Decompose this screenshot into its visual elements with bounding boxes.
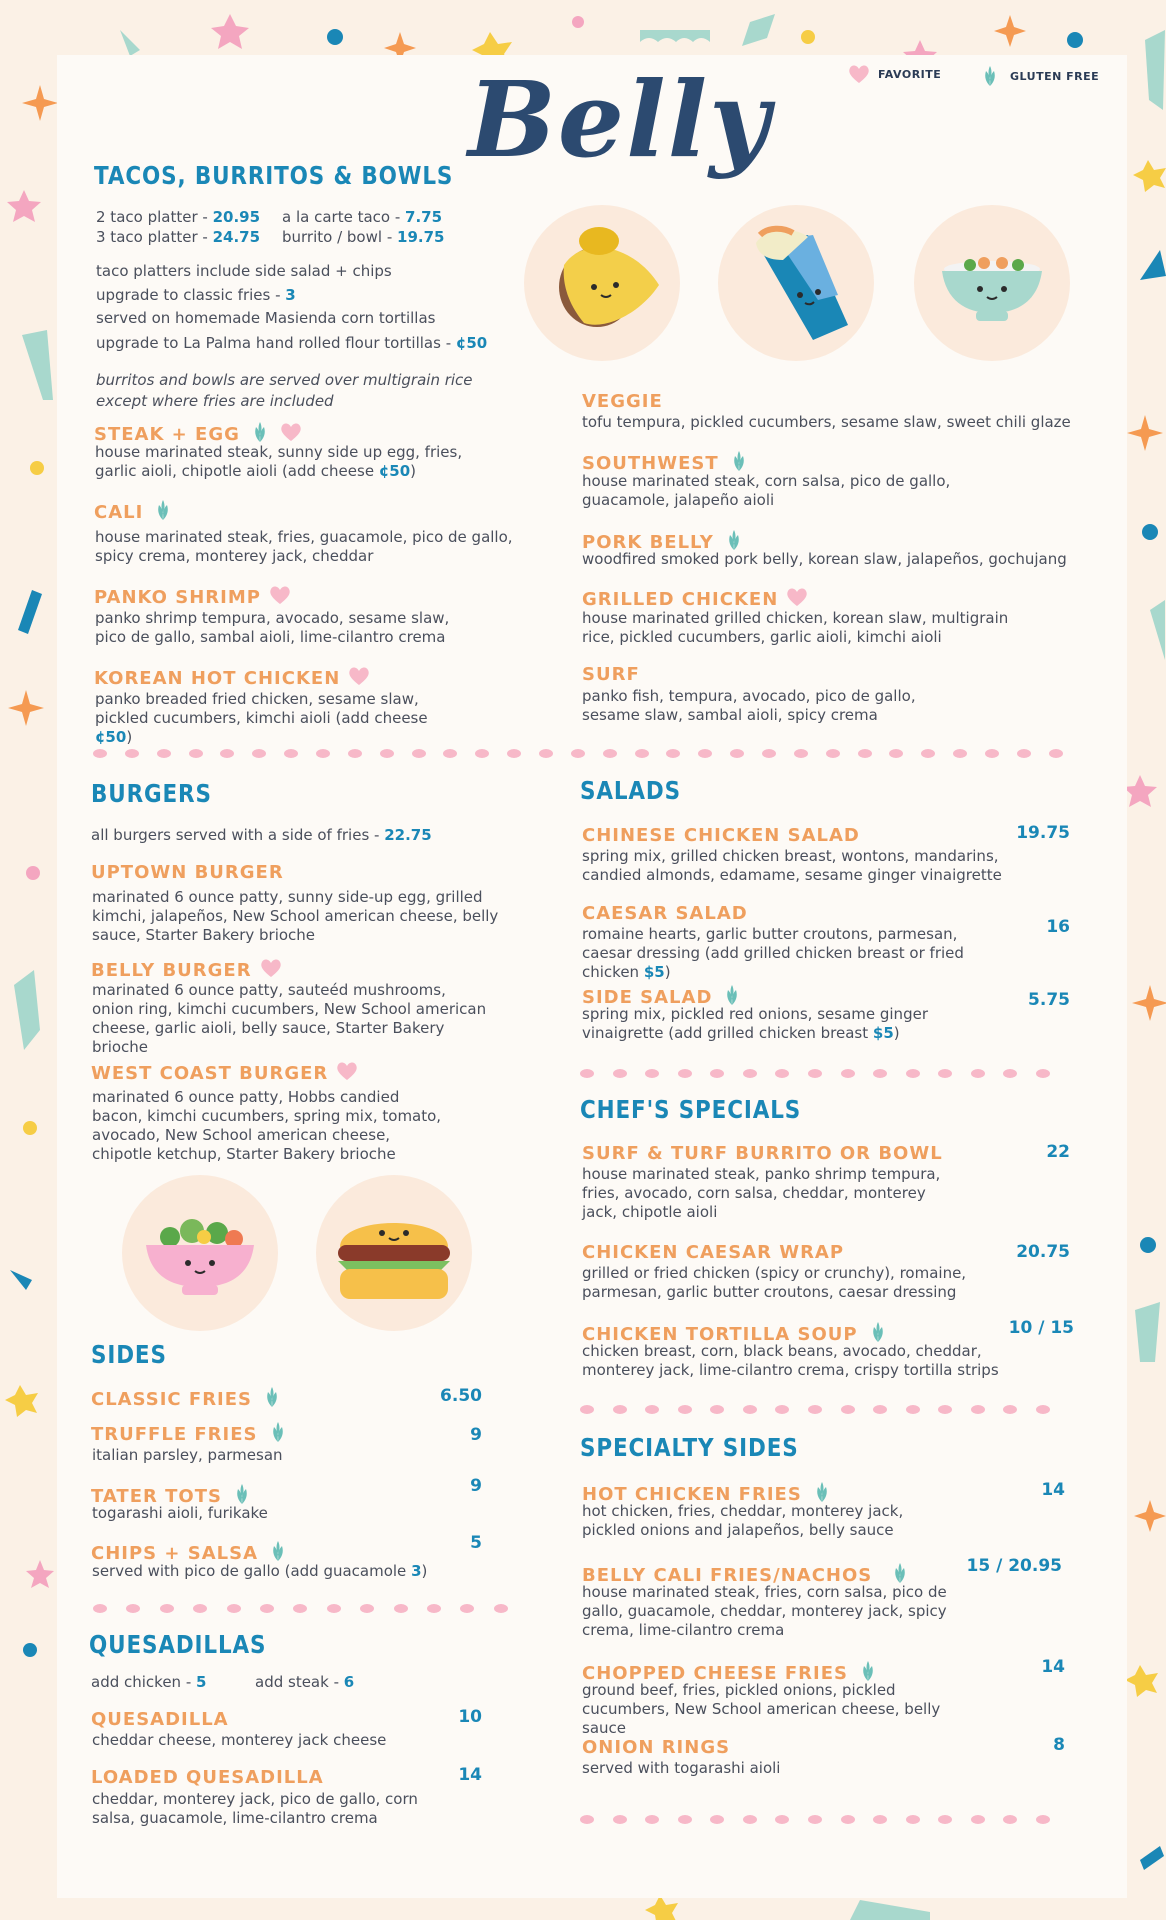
dotted-divider [580,1815,1050,1824]
menu-item-description: house marinated steak, fries, guacamole, pico de gallo, spicy crema, monterey jack, cheddar [95,528,513,565]
menu-item-description: grilled or fried chicken (spicy or crunchy), romaine, parmesan, garlic butter croutons, caesar dressing [582,1264,967,1301]
menu-item-description: house marinated steak, fries, corn salsa, pico de gallo, guacamole, cheddar, monterey jack, spicy crema, lime-cilantro crema [582,1583,947,1639]
divider-dot [873,1405,887,1414]
divider-dot [858,749,872,758]
divider-dot [808,1405,822,1414]
menu-item-description: house marinated steak, panko shrimp tempura, fries, avocado, corn salsa, cheddar, monterey jack, chipotle aioli [582,1165,941,1221]
divider-dot [443,749,457,758]
burrito-illustration [718,205,874,361]
menu-item-price: 14 [458,1765,482,1785]
menu-item-price: 16 [1046,917,1070,937]
menu-item-description: served with togarashi aioli [582,1759,781,1777]
menu-item-name: PANKO SHRIMP [94,585,291,610]
burger-note: all burgers served with a side of fries - 22.75 [91,826,432,844]
leaf-icon [978,64,1002,88]
menu-item-price: 6.50 [440,1386,482,1406]
divider-dot [710,1405,724,1414]
divider-dot [539,749,553,758]
divider-dot [678,1069,692,1078]
dotted-divider [93,1604,508,1613]
divider-dot [938,1815,952,1824]
menu-item-name: BELLY BURGER [91,958,282,983]
divider-dot [710,1069,724,1078]
divider-dot [1049,749,1063,758]
menu-item-description: marinated 6 ounce patty, Hobbs candied bacon, kimchi cucumbers, spring mix, tomato, avocado, New School american cheese, chipotle ketchup, Starter Bakery brioche [92,1088,442,1163]
menu-item-name: CLASSIC FRIES [91,1385,284,1414]
dotted-divider [580,1069,1050,1078]
menu-item-description: house marinated steak, sunny side up egg, fries, garlic aioli, chipotle aioli (add cheese ¢50) [95,443,463,480]
menu-item-price: 20.75 [1016,1242,1070,1262]
divider-dot [841,1815,855,1824]
menu-item-description: spring mix, pickled red onions, sesame ginger vinaigrette (add grilled chicken breast $5) [582,1005,928,1042]
divider-dot [730,749,744,758]
legend-favorite-label: FAVORITE [878,67,942,81]
divider-dot [227,1604,241,1613]
divider-dot [906,1405,920,1414]
divider-dot [794,749,808,758]
divider-dot [93,1604,107,1613]
burger-illustration [316,1175,472,1331]
divider-dot [971,1815,985,1824]
menu-item-description: woodfired smoked pork belly, korean slaw, jalapeños, gochujang [582,550,1067,568]
price-line: 3 taco platter - 24.75 [96,228,261,246]
menu-item-description: romaine hearts, garlic butter croutons, parmesan, caesar dressing (add grilled chicken breast or fried chicken $5) [582,925,964,981]
divider-dot [710,1815,724,1824]
divider-dot [125,749,139,758]
gluten-free-icon [260,1385,284,1414]
legend-gluten-free-label: GLUTEN FREE [1010,69,1100,83]
divider-dot [889,749,903,758]
menu-item-name: CHICKEN TORTILLA SOUP [582,1320,890,1349]
divider-dot [126,1604,140,1613]
section-title-salads: SALADS [580,776,681,805]
menu-item-description: tofu tempura, pickled cucumbers, sesame slaw, sweet chili glaze [582,413,1071,431]
add-on: add steak - 6 [255,1673,355,1691]
menu-item-name: SOUTHWEST [582,449,751,478]
menu-item-description: house marinated steak, corn salsa, pico de gallo, guacamole, jalapeño aioli [582,472,951,509]
divider-dot [412,749,426,758]
add-on: add chicken - 5 [91,1673,207,1691]
divider-dot [613,1815,627,1824]
menu-item-price: 8 [1053,1735,1065,1755]
taco-note: upgrade to classic fries - 3 [96,286,296,304]
menu-item-price: 5.75 [1028,990,1070,1010]
divider-dot [380,749,394,758]
price-line: 2 taco platter - 20.95 [96,208,261,226]
divider-dot [580,1069,594,1078]
menu-item-description: house marinated grilled chicken, korean slaw, multigrain rice, pickled cucumbers, garlic aioli, kimchi aioli [582,609,1009,646]
menu-item-description: ground beef, fries, pickled onions, pickled cucumbers, New School american cheese, belly sauce [582,1681,941,1737]
menu-item-name: CHICKEN CAESAR WRAP [582,1242,845,1263]
divider-dot [475,749,489,758]
divider-dot [1003,1405,1017,1414]
menu-item-description: panko breaded fried chicken, sesame slaw, pickled cucumbers, kimchi aioli (add cheese ¢50) [95,690,428,746]
menu-item-description: panko fish, tempura, avocado, pico de gallo, sesame slaw, sambal aioli, spicy crema [582,687,916,724]
menu-item-name: CHIPS + SALSA [91,1539,290,1568]
price-line: burrito / bowl - 19.75 [282,228,445,246]
divider-dot [220,749,234,758]
section-title-tacos: TACOS, BURRITOS & BOWLS [94,161,454,190]
price-line: a la carte taco - 7.75 [282,208,443,226]
divider-dot [93,749,107,758]
taco-note: upgrade to La Palma hand rolled flour tortillas - ¢50 [96,334,488,352]
divider-dot [580,1405,594,1414]
divider-dot [613,1405,627,1414]
salad-bowl-illustration [122,1175,278,1331]
menu-item-name: SURF & TURF BURRITO OR BOWL [582,1143,943,1164]
dotted-divider [580,1405,1050,1414]
menu-item-description: hot chicken, fries, cheddar, monterey jack, pickled onions and jalapeños, belly sauce [582,1502,904,1539]
menu-item-name: VEGGIE [582,391,663,412]
divider-dot [613,1069,627,1078]
taco-note: served on homemade Masienda corn tortillas [96,309,436,327]
brand-logo: Belly [468,58,772,181]
divider-dot [1003,1069,1017,1078]
section-title-quesadillas: QUESADILLAS [89,1630,267,1659]
menu-item-price: 9 [470,1425,482,1445]
divider-dot [494,1604,508,1613]
divider-dot [580,1815,594,1824]
menu-item-name: SIDE SALAD [582,983,744,1012]
menu-item-price: 5 [470,1533,482,1553]
menu-item-name: WEST COAST BURGER [91,1061,358,1086]
menu-item-name: TRUFFLE FRIES [91,1420,290,1449]
menu-item-price: 15 / 20.95 [966,1556,1062,1576]
divider-dot [873,1815,887,1824]
heart-icon [348,666,370,691]
section-title-burgers: BURGERS [91,779,212,808]
divider-dot [938,1405,952,1414]
divider-dot [938,1069,952,1078]
italic-note: except where fries are included [96,392,334,410]
taco-illustration [524,205,680,361]
menu-item-price: 22 [1046,1142,1070,1162]
divider-dot [1036,1069,1050,1078]
divider-dot [775,1815,789,1824]
bowl-illustration [914,205,1070,361]
menu-item-price: 19.75 [1016,823,1070,843]
divider-dot [985,749,999,758]
divider-dot [1036,1815,1050,1824]
divider-dot [841,1405,855,1414]
divider-dot [394,1604,408,1613]
divider-dot [775,1405,789,1414]
divider-dot [841,1069,855,1078]
menu-item-description: spring mix, grilled chicken breast, wontons, mandarins, candied almonds, edamame, sesame ginger vinaigrette [582,847,1002,884]
menu-item-name: CHINESE CHICKEN SALAD [582,825,860,846]
menu-item-name: QUESADILLA [91,1709,229,1730]
menu-item-description: marinated 6 ounce patty, sauteéd mushrooms, onion ring, kimchi cucumbers, New School american cheese, garlic aioli, belly sauce, Starter Bakery brioche [92,981,487,1056]
divider-dot [678,1815,692,1824]
menu-item-name: LOADED QUESADILLA [91,1767,324,1788]
divider-dot [743,1069,757,1078]
divider-dot [808,1069,822,1078]
menu-item-price: 9 [470,1476,482,1496]
gluten-free-icon [151,498,175,527]
heart-icon [260,958,282,983]
menu-item-price: 14 [1041,1657,1065,1677]
dotted-divider [93,749,1063,758]
menu-item-description: cheddar cheese, monterey jack cheese [92,1731,387,1749]
menu-item-description: served with pico de gallo (add guacamole 3) [92,1562,428,1580]
divider-dot [743,1815,757,1824]
divider-dot [635,749,649,758]
menu-item-name: TATER TOTS [91,1482,254,1511]
divider-dot [157,749,171,758]
menu-item-description: panko shrimp tempura, avocado, sesame slaw, pico de gallo, sambal aioli, lime-cilantro crema [95,609,450,646]
divider-dot [645,1405,659,1414]
divider-dot [189,749,203,758]
divider-dot [1003,1815,1017,1824]
legend-favorite [848,64,941,84]
menu-item-name: BELLY CALI FRIES/NACHOS [582,1561,912,1590]
menu-item-price: 14 [1041,1480,1065,1500]
divider-dot [327,1604,341,1613]
divider-dot [603,749,617,758]
divider-dot [645,1815,659,1824]
divider-dot [348,749,362,758]
divider-dot [1017,749,1031,758]
divider-dot [460,1604,474,1613]
menu-item-name: CALI [94,498,175,527]
menu-item-description: cheddar, monterey jack, pico de gallo, corn salsa, guacamole, lime-cilantro crema [92,1790,418,1827]
divider-dot [645,1069,659,1078]
menu-item-name: GRILLED CHICKEN [582,587,808,612]
divider-dot [260,1604,274,1613]
divider-dot [316,749,330,758]
menu-item-description: marinated 6 ounce patty, sunny side-up egg, grilled kimchi, jalapeños, New School american cheese, belly sauce, Starter Bakery brioche [92,888,499,944]
legend-gluten-free [978,64,1099,88]
menu-item-name: PORK BELLY [582,528,746,557]
menu-item-price: 10 [458,1707,482,1727]
menu-item-description: italian parsley, parmesan [92,1446,283,1464]
divider-dot [762,749,776,758]
menu-item-name: CHOPPED CHEESE FRIES [582,1659,880,1688]
divider-dot [293,1604,307,1613]
divider-dot [873,1069,887,1078]
menu-item-name: KOREAN HOT CHICKEN [94,666,370,691]
divider-dot [906,1069,920,1078]
divider-dot [507,749,521,758]
menu-item-description: togarashi aioli, furikake [92,1504,268,1522]
italic-note: burritos and bowls are served over multigrain rice [96,371,473,389]
heart-icon [336,1061,358,1086]
menu-item-name: UPTOWN BURGER [91,862,284,883]
section-title-specialty-sides: SPECIALTY SIDES [580,1433,799,1462]
taco-note: taco platters include side salad + chips [96,262,392,280]
divider-dot [698,749,712,758]
divider-dot [808,1815,822,1824]
divider-dot [826,749,840,758]
divider-dot [971,1405,985,1414]
divider-dot [678,1405,692,1414]
divider-dot [360,1604,374,1613]
divider-dot [160,1604,174,1613]
divider-dot [1036,1405,1050,1414]
divider-dot [193,1604,207,1613]
menu-item-description: chicken breast, corn, black beans, avocado, cheddar, monterey jack, lime-cilantro crema, crispy tortilla strips [582,1342,999,1379]
section-title-specials: CHEF'S SPECIALS [580,1095,802,1124]
menu-item-price: 10 / 15 [1008,1318,1074,1338]
heart-icon [269,585,291,610]
divider-dot [971,1069,985,1078]
menu-item-name: ONION RINGS [582,1737,731,1758]
divider-dot [921,749,935,758]
divider-dot [427,1604,441,1613]
divider-dot [666,749,680,758]
divider-dot [284,749,298,758]
menu-item-name: HOT CHICKEN FRIES [582,1480,834,1509]
divider-dot [953,749,967,758]
divider-dot [571,749,585,758]
divider-dot [906,1815,920,1824]
divider-dot [252,749,266,758]
section-title-sides: SIDES [91,1340,167,1369]
menu-item-name: CAESAR SALAD [582,903,748,924]
divider-dot [775,1069,789,1078]
heart-icon [848,64,870,84]
menu-item-name: STEAK + EGG [94,420,302,449]
gluten-free-icon [266,1420,290,1449]
divider-dot [743,1405,757,1414]
menu-item-name: SURF [582,664,640,685]
